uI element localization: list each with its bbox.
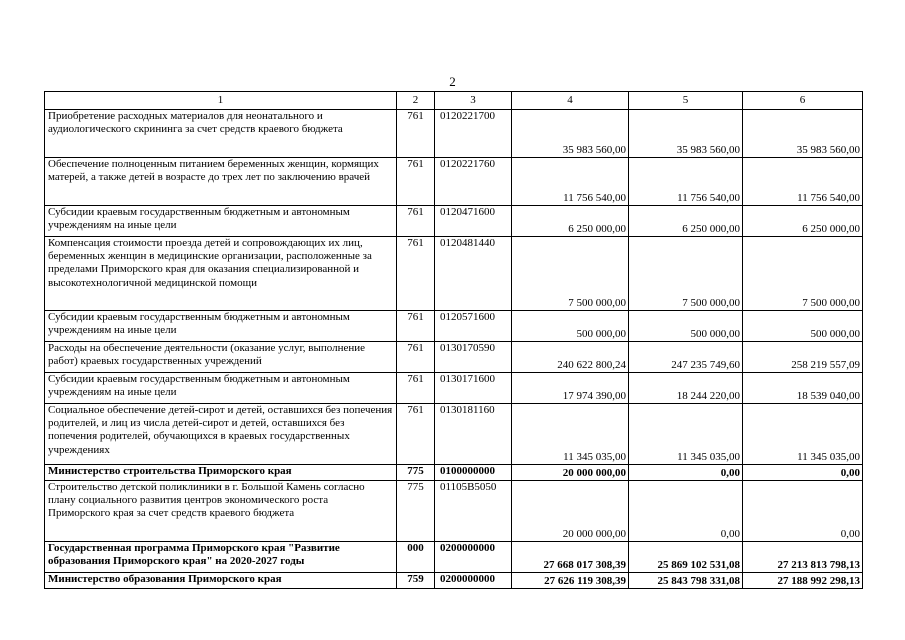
header-cell: 5 xyxy=(629,92,743,110)
row-amount-2027-cell: 258 219 557,09 xyxy=(743,342,863,373)
table-row xyxy=(45,573,863,589)
header-cell: 2 xyxy=(397,92,435,110)
row-code-cell: 0100000000 xyxy=(435,465,512,481)
header-cell: 6 xyxy=(743,92,863,110)
row-amount-2027-cell: 18 539 040,00 xyxy=(743,373,863,404)
row-code-cell: 0130170590 xyxy=(435,342,512,373)
row-grbs-cell: 761 xyxy=(397,237,435,311)
header-cell: 1 xyxy=(45,92,397,110)
row-name-cell: Субсидии краевым государственным бюджетным и автономным учреждениям на иные цели xyxy=(45,206,397,237)
row-grbs-cell: 000 xyxy=(397,542,435,573)
row-amount-2027-cell: 11 756 540,00 xyxy=(743,158,863,206)
row-name-cell: Министерство строительства Приморского края xyxy=(45,465,397,481)
row-code-cell: 0130181160 xyxy=(435,404,512,465)
row-amount-2025-cell: 500 000,00 xyxy=(512,311,629,342)
table-row xyxy=(45,465,863,481)
row-code-cell: 0120221760 xyxy=(435,158,512,206)
row-amount-2025-cell: 35 983 560,00 xyxy=(512,110,629,158)
table-row xyxy=(45,404,863,465)
row-grbs-cell: 761 xyxy=(397,404,435,465)
row-name-cell: Компенсация стоимости проезда детей и сопровождающих их лиц, беременных женщин в медицинские организации, расположенные за пределами Приморского края для оказания специализированной и высокотехнологичной медицинской помощи xyxy=(45,237,397,311)
row-amount-2027-cell: 7 500 000,00 xyxy=(743,237,863,311)
row-grbs-cell: 761 xyxy=(397,342,435,373)
row-amount-2026-cell: 11 345 035,00 xyxy=(629,404,743,465)
row-amount-2026-cell: 6 250 000,00 xyxy=(629,206,743,237)
row-grbs-cell: 761 xyxy=(397,110,435,158)
table-row xyxy=(45,237,863,311)
table-row xyxy=(45,373,863,404)
row-amount-2026-cell: 25 869 102 531,08 xyxy=(629,542,743,573)
table-row xyxy=(45,481,863,542)
row-amount-2027-cell: 11 345 035,00 xyxy=(743,404,863,465)
row-name-cell: Приобретение расходных материалов для неонатального и аудиологического скрининга за счет средств краевого бюджета xyxy=(45,110,397,158)
table-row xyxy=(45,311,863,342)
row-amount-2027-cell: 27 213 813 798,13 xyxy=(743,542,863,573)
row-amount-2027-cell: 0,00 xyxy=(743,465,863,481)
row-code-cell: 0120471600 xyxy=(435,206,512,237)
row-grbs-cell: 761 xyxy=(397,206,435,237)
table-row xyxy=(45,158,863,206)
row-amount-2025-cell: 11 345 035,00 xyxy=(512,404,629,465)
row-grbs-cell: 759 xyxy=(397,573,435,589)
row-name-cell: Субсидии краевым государственным бюджетным и автономным учреждениям на иные цели xyxy=(45,311,397,342)
header-cell: 3 xyxy=(435,92,512,110)
row-name-cell: Министерство образования Приморского края xyxy=(45,573,397,589)
row-name-cell: Социальное обеспечение детей-сирот и детей, оставшихся без попечения родителей, и лиц из числа детей-сирот и детей, оставшихся без попечения родителей, обучающихся в краевых государственных учреждениях xyxy=(45,404,397,465)
row-amount-2025-cell: 20 000 000,00 xyxy=(512,465,629,481)
row-amount-2026-cell: 0,00 xyxy=(629,481,743,542)
table-row xyxy=(45,206,863,237)
row-code-cell: 0120481440 xyxy=(435,237,512,311)
row-amount-2026-cell: 25 843 798 331,08 xyxy=(629,573,743,589)
row-amount-2026-cell: 247 235 749,60 xyxy=(629,342,743,373)
table-row xyxy=(45,342,863,373)
row-amount-2027-cell: 35 983 560,00 xyxy=(743,110,863,158)
row-code-cell: 0200000000 xyxy=(435,573,512,589)
row-grbs-cell: 775 xyxy=(397,481,435,542)
row-name-cell: Расходы на обеспечение деятельности (оказание услуг, выполнение работ) краевых государственных учреждений xyxy=(45,342,397,373)
row-code-cell: 01105В5050 xyxy=(435,481,512,542)
table-row xyxy=(45,542,863,573)
row-amount-2027-cell: 27 188 992 298,13 xyxy=(743,573,863,589)
row-name-cell: Государственная программа Приморского края "Развитие образования Приморского края" на 2020-2027 годы xyxy=(45,542,397,573)
page-number: 2 xyxy=(449,74,456,89)
row-amount-2026-cell: 0,00 xyxy=(629,465,743,481)
table-row xyxy=(45,110,863,158)
row-code-cell: 0120221700 xyxy=(435,110,512,158)
row-amount-2026-cell: 11 756 540,00 xyxy=(629,158,743,206)
row-amount-2026-cell: 35 983 560,00 xyxy=(629,110,743,158)
row-amount-2025-cell: 27 626 119 308,39 xyxy=(512,573,629,589)
row-amount-2025-cell: 11 756 540,00 xyxy=(512,158,629,206)
header-cell: 4 xyxy=(512,92,629,110)
row-grbs-cell: 775 xyxy=(397,465,435,481)
row-grbs-cell: 761 xyxy=(397,158,435,206)
row-amount-2026-cell: 500 000,00 xyxy=(629,311,743,342)
row-amount-2025-cell: 6 250 000,00 xyxy=(512,206,629,237)
row-amount-2025-cell: 27 668 017 308,39 xyxy=(512,542,629,573)
row-amount-2025-cell: 7 500 000,00 xyxy=(512,237,629,311)
row-code-cell: 0120571600 xyxy=(435,311,512,342)
header-row xyxy=(45,92,863,110)
row-grbs-cell: 761 xyxy=(397,311,435,342)
row-amount-2027-cell: 500 000,00 xyxy=(743,311,863,342)
row-amount-2025-cell: 20 000 000,00 xyxy=(512,481,629,542)
budget-table xyxy=(44,91,863,589)
row-code-cell: 0200000000 xyxy=(435,542,512,573)
row-amount-2026-cell: 7 500 000,00 xyxy=(629,237,743,311)
row-grbs-cell: 761 xyxy=(397,373,435,404)
row-amount-2025-cell: 17 974 390,00 xyxy=(512,373,629,404)
row-amount-2025-cell: 240 622 800,24 xyxy=(512,342,629,373)
row-amount-2027-cell: 0,00 xyxy=(743,481,863,542)
row-name-cell: Обеспечение полноценным питанием беременных женщин, кормящих матерей, а также детей в возрасте до трех лет по заключению врачей xyxy=(45,158,397,206)
row-amount-2026-cell: 18 244 220,00 xyxy=(629,373,743,404)
row-name-cell: Строительство детской поликлиники в г. Большой Камень согласно плану социального развития центров экономического роста Приморского края за счет средств краевого бюджета xyxy=(45,481,397,542)
row-name-cell: Субсидии краевым государственным бюджетным и автономным учреждениям на иные цели xyxy=(45,373,397,404)
row-code-cell: 0130171600 xyxy=(435,373,512,404)
row-amount-2027-cell: 6 250 000,00 xyxy=(743,206,863,237)
